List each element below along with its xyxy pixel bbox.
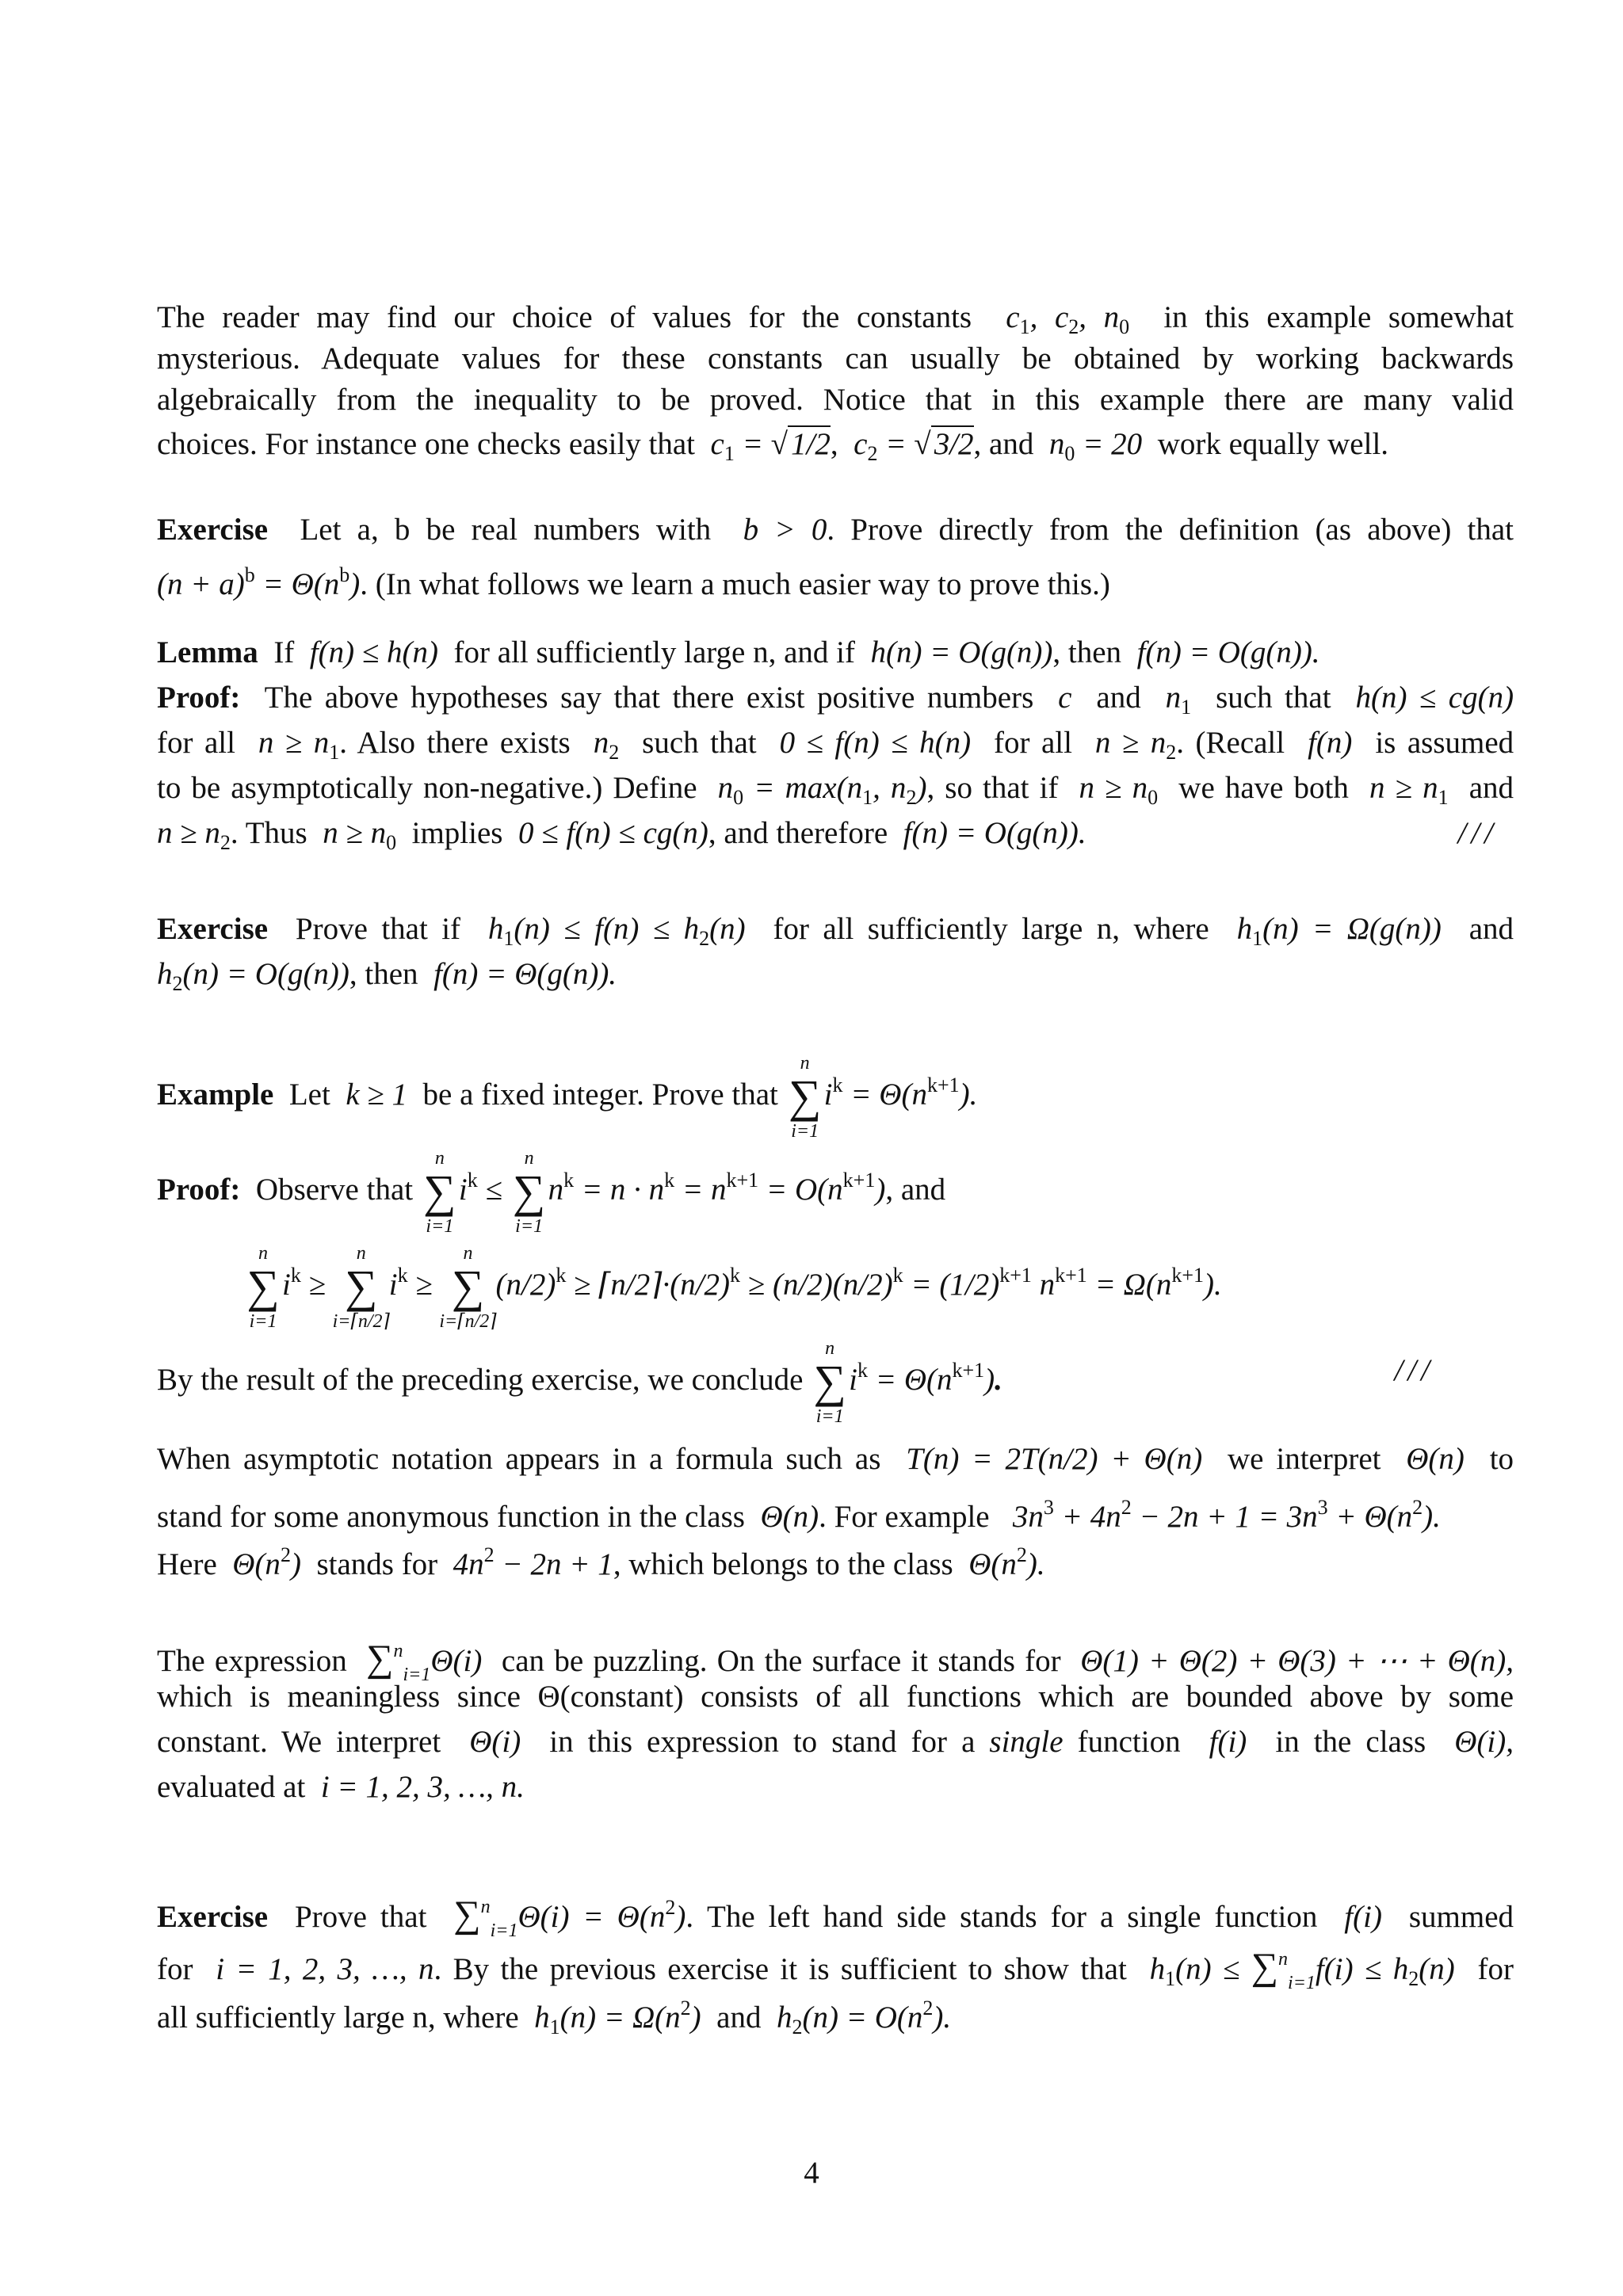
text: in this example somewhat — [1163, 300, 1514, 334]
text: algebraically from the inequality to be proved. Notice that in this example there are many valid — [157, 383, 1514, 417]
math: h(n) = O(g(n)) — [862, 635, 1053, 669]
math: ∑$^n_{i=1}$Θ(i) — [366, 1638, 492, 1685]
text: for all — [994, 726, 1072, 760]
text: all sufficiently large n, where — [157, 2000, 519, 2035]
text: consists of all functions which are bounded above by some — [701, 1680, 1514, 1714]
summation: n ∑ i=1 — [246, 1243, 280, 1333]
math: $i^k$ ≤ — [458, 1169, 510, 1207]
emphasis: single — [989, 1725, 1064, 1759]
text: evaluated at — [157, 1770, 306, 1804]
math: $\Theta(n^2)$ — [224, 1543, 309, 1581]
exercise-1 — [157, 507, 1514, 601]
text: Let a, b be real numbers with — [300, 513, 712, 547]
text: and — [1468, 912, 1514, 946]
summation: n ∑ i=1 — [423, 1148, 456, 1238]
text: and — [1096, 681, 1141, 715]
math: $i^k = \Theta(n^{k+1})$. — [823, 1074, 978, 1112]
text: implies — [411, 816, 503, 850]
math: k ≥ 1 — [338, 1077, 415, 1112]
text: The expression — [157, 1644, 347, 1678]
text: When asymptotic notation appears in a formula such as — [157, 1442, 881, 1476]
math: $h_1(n) = \Omega(n^2)$ — [526, 1997, 709, 2039]
text: Here — [157, 1547, 217, 1581]
math: $h_2(n) = O(n^2)$. — [769, 1997, 952, 2039]
math: $(n + a)^b = \Theta(n^b)$ — [157, 563, 361, 601]
math: h(n) ≤ cg(n) — [1343, 681, 1514, 715]
exercise-label: Exercise — [157, 912, 269, 946]
math: 0 ≤ f(n) ≤ h(n) — [768, 726, 983, 760]
math: $h_1(n) \le \sum^n_{i=1}f(i) \le h_2(n)$ — [1138, 1946, 1467, 1993]
text: summed — [1408, 1900, 1514, 1934]
lemma — [157, 630, 1514, 856]
math: f(i) — [1194, 1725, 1262, 1759]
text: to — [1489, 1442, 1514, 1476]
math: f(n) — [1296, 726, 1364, 760]
text: for — [157, 1952, 193, 1986]
math: $4n^2 - 2n + 1$ — [445, 1543, 613, 1581]
text: , then — [1052, 635, 1122, 669]
text: to be asymptotically non-negative.) Define — [157, 771, 697, 805]
math: $\sum^n_{i=1}\Theta(i) = \Theta(n^2)$ — [453, 1894, 686, 1941]
summation: n ∑ i=⌈n/2⌉ — [332, 1243, 390, 1333]
proof-label: Proof: — [157, 681, 241, 715]
text: in this expression to stand for a — [549, 1725, 976, 1759]
text: Observe that — [255, 1173, 414, 1207]
text: and — [716, 2000, 762, 2035]
exercise-3 — [157, 1881, 1514, 2039]
text: . (In what follows we learn a much easier way to prove this.) — [360, 567, 1110, 601]
text: . Prove directly from the definition (as above) that — [827, 513, 1514, 547]
math: $\Theta(n^2)$. — [960, 1543, 1045, 1581]
math: i = 1, 2, 3, …, n — [204, 1952, 434, 1986]
exercise-2 — [157, 906, 1514, 997]
exercise-label: Exercise — [157, 513, 269, 547]
text: function — [1077, 1725, 1181, 1759]
math: b > 0 — [727, 513, 827, 547]
text: . Also there exists — [339, 726, 571, 760]
text: we interpret — [1228, 1442, 1381, 1476]
math: $n_0 = 20$ — [1041, 427, 1150, 465]
text: is assumed — [1375, 726, 1514, 760]
text: . The left hand side stands for a single function — [685, 1900, 1318, 1934]
text: Let — [288, 1077, 330, 1112]
math: $i^k$ ≥ — [388, 1264, 441, 1302]
math: f(n) = O(g(n)). — [895, 816, 1086, 850]
text: Θ(constant) — [537, 1680, 684, 1714]
text: for all sufficiently large n, where — [773, 912, 1209, 946]
summation: n ∑ i=1 — [788, 1053, 822, 1142]
math: $n \ge n_0$ — [1068, 771, 1159, 809]
text: for all sufficiently large n, and if — [453, 635, 855, 669]
math: Θ(n) — [1393, 1442, 1477, 1476]
summation: n ∑ i=1 — [512, 1148, 546, 1238]
text: for — [1477, 1952, 1514, 1986]
text: mysterious. Adequate values for these constants can usually be obtained by working backwards — [157, 341, 1514, 376]
summation: n ∑ i=1 — [813, 1338, 846, 1428]
text: we have both — [1178, 771, 1349, 805]
math: $n^k = n \cdot n^k = n^{k+1} = O(n^{k+1})$ — [548, 1169, 886, 1207]
text: can be puzzling. On the surface it stands for — [501, 1644, 1061, 1678]
math: $h_1(n) = \Omega(g(n))$ — [1223, 912, 1456, 950]
page-number: 4 — [804, 2156, 819, 2190]
math: f(n) ≤ h(n) — [302, 635, 446, 669]
text: , and — [973, 427, 1034, 461]
proof-label: Proof: — [157, 1173, 241, 1207]
text: , which belongs to the class — [613, 1547, 953, 1581]
example-label: Example — [157, 1077, 274, 1112]
text: and — [1468, 771, 1514, 805]
math: $c_2$ = √ 3/2 — [846, 427, 974, 465]
math: $n \ge n_1$ — [246, 726, 340, 764]
text: The reader may find our choice of values for the constants — [157, 300, 972, 334]
math: Θ(i), — [1440, 1725, 1514, 1759]
math: $i^k = \Theta(n^{k+1})$. — [849, 1359, 1002, 1397]
math: Θ(1) + Θ(2) + Θ(3) + ⋯ + Θ(n), — [1070, 1644, 1514, 1678]
exercise-label: Exercise — [157, 1900, 269, 1934]
text: choices. For instance one checks easily that — [157, 427, 696, 461]
text: , and — [885, 1173, 946, 1207]
math: $n_2$ — [582, 726, 620, 764]
text: be a fixed integer. Prove that — [422, 1077, 778, 1112]
text: . Thus — [230, 816, 307, 850]
math: 0 ≤ f(n) ≤ cg(n) — [510, 816, 708, 850]
qed-mark: /// — [1394, 1353, 1434, 1387]
math: $c_1$ = √ 1/2 — [702, 427, 831, 465]
lemma-label: Lemma — [157, 635, 258, 669]
summation: n ∑ i=⌈n/2⌉ — [439, 1243, 497, 1333]
text: Prove that if — [295, 912, 461, 946]
math: Θ(n) — [752, 1500, 819, 1534]
math: c — [1045, 681, 1084, 715]
math: $n_1$ — [1153, 681, 1192, 719]
text: work equally well. — [1157, 427, 1389, 461]
text: which is meaningless since — [157, 1680, 521, 1714]
math: $n \ge n_2$ — [1083, 726, 1177, 764]
math: $n \ge n_2$ — [157, 816, 231, 854]
text: in the class — [1275, 1725, 1426, 1759]
math: $3n^3 + 4n^2 - 2n + 1 = 3n^3 + \Theta(n^2)$. — [997, 1496, 1441, 1534]
math: T(n) = 2T(n/2) + Θ(n) — [893, 1442, 1216, 1476]
text: constant. We interpret — [157, 1725, 441, 1759]
math: f(n) = O(g(n)). — [1128, 635, 1320, 669]
text: The above hypotheses say that there exist positive numbers — [264, 681, 1034, 715]
math: f(n) = Θ(g(n)). — [426, 957, 617, 991]
math: $n \ge n_1$ — [1358, 771, 1449, 809]
text: stand for some anonymous function in the class — [157, 1500, 745, 1534]
math: $h_2(n) = O(g(n))$ — [157, 957, 349, 995]
text: for all — [157, 726, 235, 760]
text: , and therefore — [708, 816, 888, 850]
math: $n_0 = \max(n_1$, $n_2$) — [707, 771, 927, 809]
math: $i^k$ ≥ — [282, 1264, 334, 1302]
example — [157, 1038, 1514, 1428]
text: , so that if — [926, 771, 1059, 805]
paragraph-constants: The reader may find our choice of values for the constants $c_1$, $c_2$, $n_0$ in this example somewhat mysterious. Adequate values for these constants can usually be obtained by working backwards algebraically from the inequality to be proved. Notice that in this example there are many valid choices. For instance one checks easily that $c_1$ = √ 1/2, $c_2$ = √ 3/2, and $n_0 = 20$ work equally well. — [157, 300, 1514, 465]
text: . For example — [819, 1500, 990, 1534]
math: $c_1$, $c_2$, $n_0$ — [988, 300, 1130, 338]
text: , then — [349, 957, 418, 991]
math: $h_1(n) \le f(n) \le h_2(n)$ — [474, 912, 760, 950]
text: Prove that — [294, 1900, 427, 1934]
text: such that — [642, 726, 757, 760]
text: By the result of the preceding exercise, we conclude — [157, 1363, 804, 1397]
qed-mark: /// — [1457, 816, 1498, 850]
math: Θ(i) — [455, 1725, 536, 1759]
math: f(i) — [1331, 1900, 1396, 1934]
text: . By the previous exercise it is sufficient to show that — [433, 1952, 1127, 1986]
paragraph-sum-theta — [157, 1629, 1514, 1810]
paragraph-asymptotic-formula — [157, 1436, 1514, 1581]
math: i = 1, 2, 3, …, n. — [313, 1770, 525, 1804]
text: such that — [1216, 681, 1331, 715]
text: If — [273, 635, 295, 669]
math: $n \ge n_0$ — [315, 816, 397, 854]
text: stands for — [316, 1547, 438, 1581]
math: $(n/2)^k$ ≥ $⌈n/2⌉\cdot(n/2)^k \ge (n/2)(n/2)^k = (1/2)^{k+1}$ $n^{k+1} = \Omega(n^{k+1})$. — [495, 1264, 1222, 1302]
text: . (Recall — [1176, 726, 1285, 760]
